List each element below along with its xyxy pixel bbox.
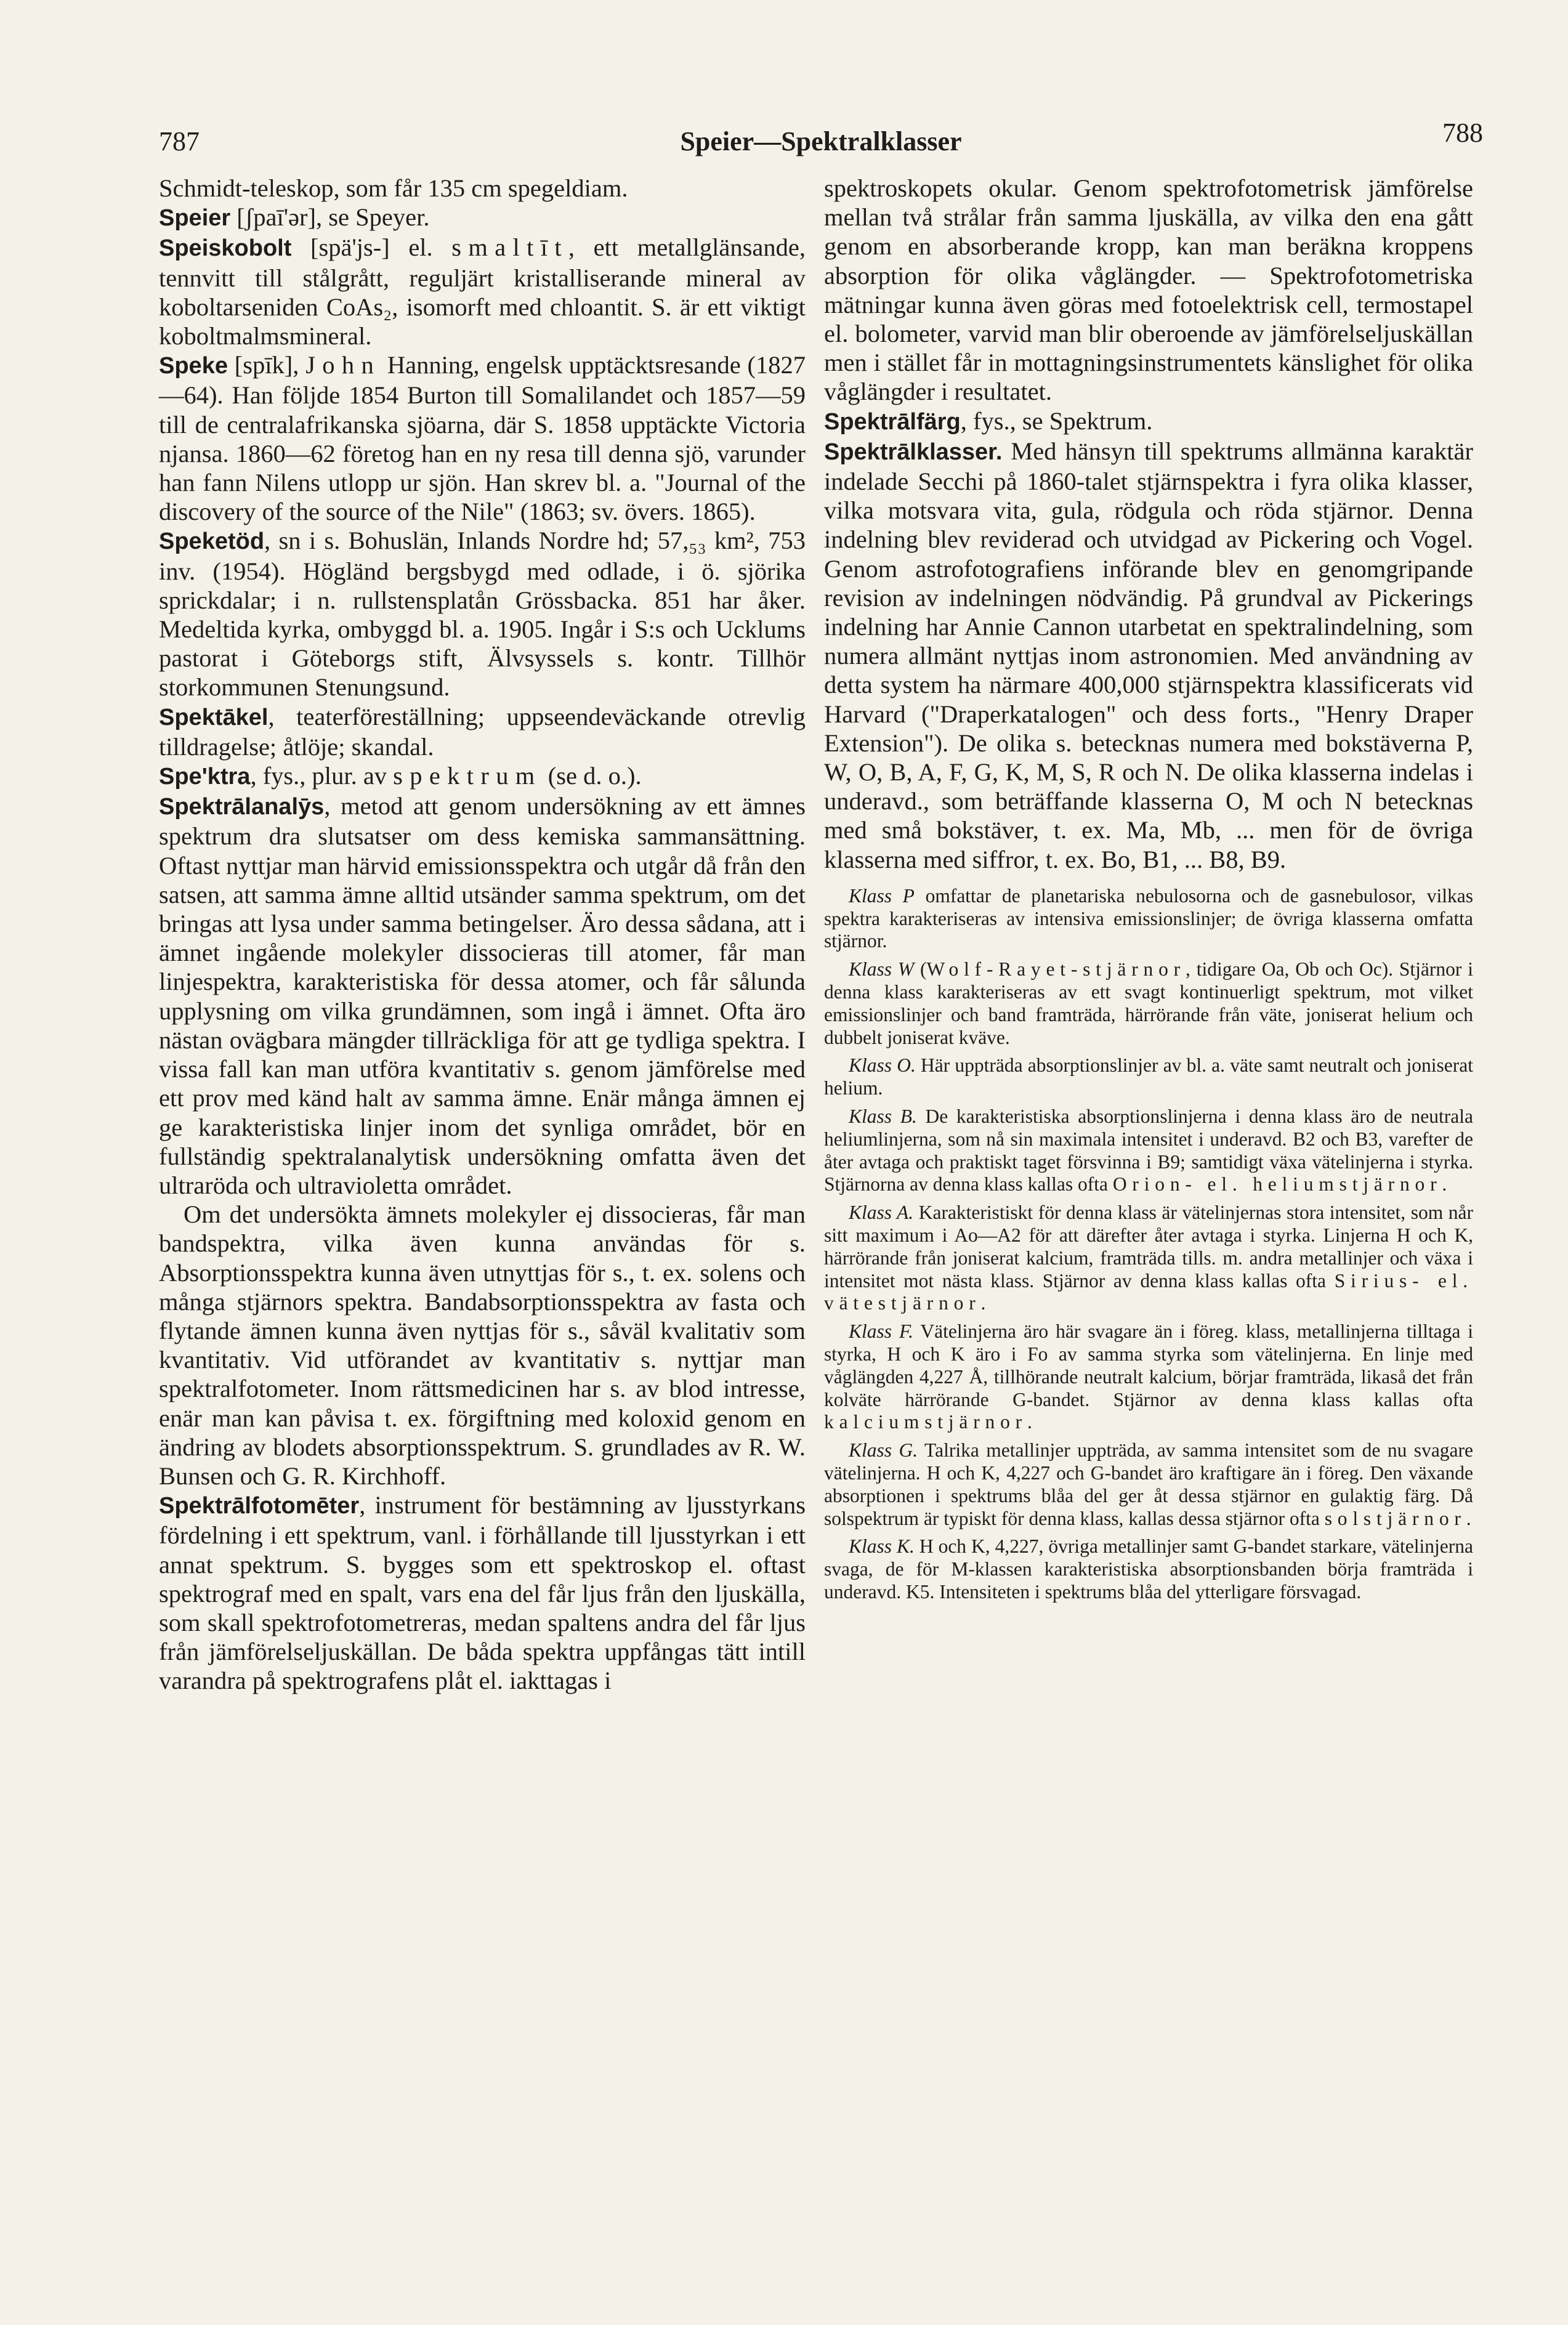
klass-p: Klass P omfattar de planetariska nebulosorna och de gasnebulosor, vilkas spektra karakteriseras av intensiva emissionslinjer; de övriga klasserna omfatta stjärnor. [824,884,1473,952]
entry-speier: Speier [ʃpaī'ər], se Speyer. [159,203,430,232]
lemma: Spe'ktra [159,764,251,790]
right-column [824,174,1473,1609]
entry-spektralklasser: Spektrālklasser. Med hänsyn till spektrums allmänna karaktär indelade Secchi på 1860-talet stjärnspektra i fyra olika klasser, vilka motsvara vita, gula, rödgula och röda stjärnor. Denna indelning blev reviderad och utvidgad av Pickering och Vogel. Genom astrofotografiens införande blev en genomgripande revision av indelningen nödvändig. På grundval av Pickerings indelning har Annie Cannon utarbetat en spektralindelning, som numera allmänt nyttjas inom astronomien. Med användning av detta system ha närmare 400,000 stjärnspektra klassificerats vid Harvard ("Draperkatalogen" och dess forts., "Henry Draper Extension"). De olika s. betecknas numera med bokstäverna P, W, O, B, A, F, G, K, M, S, R och N. De olika klasserna indelas i underavd., som beträffande klasserna O, M och N betecknas med små bokstäver, t. ex. Ma, Mb, ... men för de övriga klasserna med siffror, t. ex. Bo, B1, ... B8, B9. [824,437,1473,873]
klass-a: Klass A. Karakteristiskt för denna klass är vätelinjernas stora intensitet, som når sitt maximum i Ao—A2 för att därefter åter avtaga i styrka. Linjerna H och K, härrörande från joniserat kalcium, framträda tills. m. andra metallinjer och växa i intensitet mot nästa klass. Stjärnor av denna klass kallas ofta Sirius- el. vätestjärnor. [824,1202,1474,1314]
page-number-left: 787 [159,126,200,156]
klass-o: Klass O. Här uppträda absorptionslinjer av bl. a. väte samt neutralt och joniserat helium. [824,1054,1474,1099]
klass-k: Klass K. H och K, 4,227, övriga metallinjer samt G-bandet starkare, vätelinjerna svaga, de för M-klassen karakteristiska absorptionsbanden börja framträda i underavd. K5. Intensiteten i spektrums blåa del ytterligare försvagad. [824,1535,1473,1603]
klass-b: Klass B. De karakteristiska absorptionslinjerna i denna klass äro de neutrala heliumlinjerna, som nå sin maximala intensitet i underavd. B2 och B3, varefter de åter avtaga och praktiskt taget försvinna i B9; samtidigt växa vätelinjerna i styrka. Stjärnorna av denna klass kallas ofta Orion- el. heliumstjärnor. [824,1106,1473,1195]
left-column [159,174,806,1696]
lemma: Speiskobolt [159,235,292,262]
klass-f: Klass F. Vätelinjerna äro här svagare än i föreg. klass, metallinjerna tilltaga i styrka, H och K äro i Fo av samma styrka som vätelinjerna. En linje med våglängden 4,227 Å, tillhörande neutralt kalcium, börjar framträda, likaså det från kolväte härrörande G-bandet. Stjärnor av denna klass kallas ofta kalciumstjärnor. [824,1320,1473,1433]
entry-spekerod: Speketöd, sn i s. Bohuslän, Inlands Nordre hd; 57,₅₃ km², 753 inv. (1954). Högländ bergsbygd med odlade, i ö. sjörika sprickdalar; i n. rullstensplatån Grössbacka. 851 har åker. Medeltida kyrka, ombyggd bl. a. 1905. Ingår i S:s och Ucklums pastorat i Göteborgs stift, Älvsyssels s. kontr. Tillhör storkommunen Stenungsund. [159,527,806,702]
entry-spektralfotometer: Spektrālfotomēter, instrument för bestämning av ljusstyrkans fördelning i ett spektrum, vanl. i förhållande till ljusstyrkan i ett annat spektrum. S. bygges som ett spektroskop el. oftast spektrograf med en spalt, vars ena del får ljus från den ljuskälla, som skall spektrofotometreras, medan spaltens andra del får ljus från jämförelseljuskällan. De båda spektra uppfångas tätt intill varandra på spektrografens plåt el. iakttagas i [159,1491,806,1695]
entry-spektakel: Spektākel, teaterföreställning; uppseendeväckande otrevlig tilldragelse; åtlöje; skandal. [159,702,806,761]
klass-list [824,885,1473,1604]
page-number-right: 788 [1442,118,1483,148]
entry-schmidt-cont: Schmidt-teleskop, som får 135 cm spegeldiam. [159,174,628,202]
page-header [159,117,1483,160]
klass-w: Klass W (Wolf-Rayet-stjärnor, tidigare Oa, Ob och Oc). Stjärnor i denna klass karakteriseras av ett svagt kontinuerligt spektrum, mot vilket emissionslinjer och band framträda, härrörande från väte, joniserat helium och dubbelt joniserat kväve. [824,958,1473,1048]
lemma: Spektākel [159,704,269,730]
klass-g: Klass G. Talrika metallinjer uppträda, av samma intensitet som de nu svagare vätelinjerna. H och K, 4,227 och G-bandet äro kraftigare än i föreg. Den växande absorptionen i spektrums blåa del ger åt dessa stjärnor en gulaktig färg. Då solspektrum är typiskt för denna klass, kallas dessa stjärnor ofta solstjärnor. [824,1439,1473,1529]
entry-speiskobolt: Speiskobolt [spä'js-] el. smaltīt, ett metallglänsande, tennvitt till stålgrått, reguljärt kristalliserande mineral av koboltarseniden CoAs₂, isomorft med chloantit. S. är ett viktigt koboltmalmsmineral. [159,233,806,350]
entry-spektralanalys: Spektrālanalȳs, metod att genom undersökning av ett ämnes spektrum dra slutsatser om dess kemiska sammansättning. Oftast nyttjar man härvid emissionsspektra och utgår då från den satsen, att samma ämne alltid utsänder samma spektrum, om det bringas att lysa under samma betingelser. Äro dessa sådana, att i ämnet ingående molekyler dissocieras till atomer, får man linjespektra, karakteristiska för dessa atomer, och får sålunda upplysning om vilka grundämnen, som ingå i ämnet. Ofta äro nästan ovägbara mängder tillräckliga för att ge tydliga spektra. I vissa fall kan man utföra kvantitativ s. genom jämförelse med ett prov med känd halt av samma ämne. Enär många ämnen ej ge karakteristiska linjer inom det synliga området, bör en fullständig spektralanalytisk undersökning omfatta även det ultraröda och ultravioletta området. [159,792,806,1199]
entry-spektralfotometer-cont: spektroskopets okular. Genom spektrofotometrisk jämförelse mellan två strålar från samma ljuskälla, av vilka den ena gått genom en absorberande kropp, kan man beräkna kroppens absorption för olika våglängder. — Spektrofotometriska mätningar kunna även göras med fotoelektrisk cell, termostapel el. bolometer, varvid man blir oberoende av jämförelseljuskällan men i stället får in mottagningsinstrumentets känslighet för olika våglängder i resultatet. [824,174,1473,406]
lemma: Speier [159,205,231,232]
entry-spektralanalys-cont: Om det undersökta ämnets molekyler ej dissocieras, får man bandspektra, vilka även kunna användas för s. Absorptionsspektra kunna även utnyttjas för s., t. ex. solens och många stjärnors spektra. Bandabsorptionsspektra av fasta och flytande ämnen kunna även nyttjas för s., såväl kvalitativ som kvantitativ. Vid utförandet av kvantitativ s. nyttjar man spektralfotometer. Inom rättsmedicinen har s. av blod intresse, enär man kan påvisa t. ex. förgiftning med koloxid genom en ändring av blodets absorptionsspektrum. S. grundlades av R. W. Bunsen och G. R. Kirchhoff. [159,1200,806,1490]
entry-speke: Speke [spīk], John Hanning, engelsk upptäcktsresande (1827—64). Han följde 1854 Burton till Somalilandet och 1857—59 till de centralafrikanska sjöarna, där S. 1858 upptäckte Victoria njansa. 1860—62 företog han en ny resa till denna sjö, varunder han fann Nilens utlopp ur sjön. Han skrev bl. a. "Journal of the discovery of the source of the Nile" (1863; sv. övers. 1865). [159,351,806,526]
lemma: Spektrālfärg [824,408,961,435]
entry-spektra: Spe'ktra, fys., plur. av spektrum (se d. o.). [159,762,642,790]
running-title: Speier—Spektralklasser [680,126,962,156]
lemma: Speketöd [159,528,265,555]
lemma: Spektrālanalȳs [159,794,325,820]
lemma: Speke [159,353,228,379]
entry-spektralfarg: Spektrālfärg, fys., se Spektrum. [824,406,1153,435]
lemma: Spektrālklasser. [824,439,1003,465]
lemma: Spektrālfotomēter [159,1493,360,1519]
